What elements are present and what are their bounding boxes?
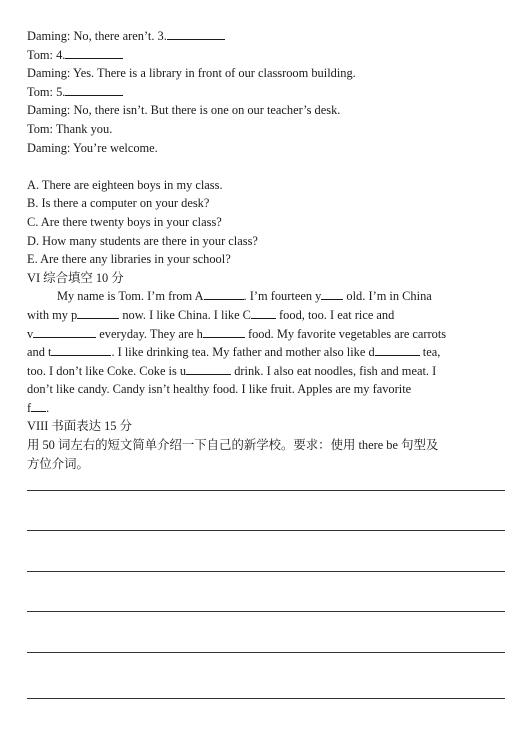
writing-line[interactable] xyxy=(27,490,505,491)
dialogue-line xyxy=(27,120,505,139)
answer-blank[interactable] xyxy=(65,84,123,96)
dialogue-text: Tom: 5. xyxy=(27,84,66,99)
cloze-blank[interactable] xyxy=(51,344,111,356)
dialogue-text: Daming: Yes. There is a library in front of our classroom building. xyxy=(27,66,356,81)
dialogue-line xyxy=(27,83,505,102)
option-item: C. Are there twenty boys in your class? xyxy=(27,214,222,229)
writing-line[interactable] xyxy=(27,571,505,572)
option-item: D. How many students are there in your class? xyxy=(27,233,258,248)
writing-line[interactable] xyxy=(27,611,505,612)
writing-prompt-line: 方位介词。 xyxy=(27,456,89,471)
cloze-passage xyxy=(27,287,505,417)
cloze-blank[interactable] xyxy=(321,288,343,300)
passage-line xyxy=(27,343,505,362)
spacer xyxy=(27,157,505,176)
passage-text: food, too. I eat rice and xyxy=(275,307,395,322)
passage-line xyxy=(27,362,505,381)
answer-blank[interactable] xyxy=(65,47,123,59)
passage-text: f xyxy=(27,400,32,415)
cloze-blank[interactable] xyxy=(375,344,420,356)
passage-text: everyday. They are h xyxy=(96,326,203,341)
passage-line xyxy=(27,287,505,306)
passage-text: food. My favorite vegetables are carrots xyxy=(244,326,447,341)
passage-text: drink. I also eat noodles, fish and meat. I xyxy=(231,363,437,378)
cloze-blank[interactable] xyxy=(251,307,276,319)
cloze-blank[interactable] xyxy=(33,326,96,338)
passage-text: don’t like candy. Candy isn’t healthy food. I like fruit. Apples are my favorite xyxy=(27,382,412,397)
dialogue-text: Daming: You’re welcome. xyxy=(27,140,158,155)
passage-line xyxy=(27,380,505,399)
writing-line[interactable] xyxy=(27,530,505,531)
passage-line xyxy=(27,306,505,325)
writing-line[interactable] xyxy=(27,698,505,699)
passage-text: with my p xyxy=(27,307,78,322)
cloze-blank[interactable] xyxy=(77,307,119,319)
passage-text: v xyxy=(27,326,34,341)
writing-prompt-line: 用 50 词左右的短文简单介绍一下自己的新学校。要求：使用 there be 句型及 xyxy=(27,438,439,453)
passage-line xyxy=(27,325,505,344)
dialogue-line xyxy=(27,27,505,46)
passage-text: and t xyxy=(27,345,52,360)
passage-text: too. I don’t like Coke. Coke is u xyxy=(27,363,187,378)
dialogue-text: Tom: Thank you. xyxy=(27,121,113,136)
dialogue-text: Daming: No, there aren’t. 3. xyxy=(27,29,167,43)
dialogue-line xyxy=(27,101,505,120)
option-item: B. Is there a computer on your desk? xyxy=(27,196,210,211)
passage-text: . I’m fourteen y xyxy=(243,289,322,304)
cloze-blank[interactable] xyxy=(31,400,46,412)
dialogue-line xyxy=(27,139,505,158)
answer-blank[interactable] xyxy=(167,28,225,40)
dialogue-line xyxy=(27,46,505,65)
worksheet-page xyxy=(27,27,505,473)
cloze-blank[interactable] xyxy=(186,363,231,375)
passage-text: . I like drinking tea. My father and mother also like d xyxy=(111,345,375,360)
dialogue-text: Tom: 4. xyxy=(27,47,66,62)
passage-text: now. I like China. I like C xyxy=(119,307,251,322)
cloze-blank[interactable] xyxy=(203,326,245,338)
dialogue-text: Daming: No, there isn’t. But there is one on our teacher’s desk. xyxy=(27,103,341,118)
option-item: E. Are there any libraries in your school? xyxy=(27,252,231,267)
passage-text: . xyxy=(46,400,50,415)
answer-options xyxy=(27,176,505,269)
dialogue-section xyxy=(27,27,505,157)
writing-line[interactable] xyxy=(27,652,505,653)
option-item: A. There are eighteen boys in my class. xyxy=(27,177,223,192)
cloze-blank[interactable] xyxy=(204,288,244,300)
dialogue-line xyxy=(27,64,505,83)
section-6-heading: VI 综合填空 10 分 xyxy=(27,270,124,285)
passage-text: old. I’m in China xyxy=(343,289,432,304)
section-8-heading: VIII 书面表达 15 分 xyxy=(27,419,132,434)
passage-text: My name is Tom. I’m from A xyxy=(57,289,204,304)
passage-line xyxy=(27,399,505,418)
passage-text: tea, xyxy=(419,345,441,360)
